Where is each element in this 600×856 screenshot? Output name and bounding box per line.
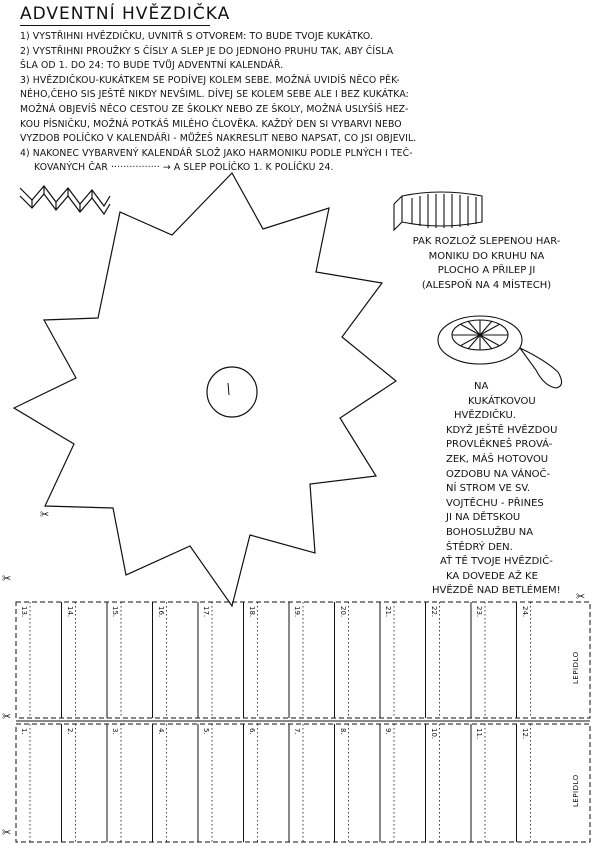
instruction-line: NÉHO,ČEHO SIS JEŠTĚ NIKDY NEVŠIML. DÍVEJ SE KOLEM SEBE ALE I BEZ KUKÁTKA: (20, 89, 409, 101)
day-number: 24. (520, 606, 529, 618)
day-number: 19. (293, 606, 301, 618)
scissors-icon: ✂ (2, 826, 12, 839)
day-number: 20. (338, 606, 347, 618)
day-number: 5. (202, 728, 210, 735)
day-number: 3. (111, 728, 119, 735)
side-text-line: KA DOVEDE AŽ KE (446, 570, 538, 582)
side-text-line: KDYŽ JEŠTĚ HVĚZDOU (446, 424, 558, 436)
side-text-line: HVĚZDĚ NAD BETLÉMEM! (432, 585, 561, 597)
instruction-line: 2) VYSTŘIHNI PROUŽKY S ČÍSLY A SLEP JE DO JEDNOHO PRUHU TAK, ABY ČÍSLA (20, 45, 394, 57)
folded-harmonica-sketch (394, 192, 482, 230)
side-text-line: PLOCHO A PŘILEP JI (437, 265, 536, 276)
side-text-line: MONIKU DO KRUHU NA (428, 250, 545, 262)
day-number: 23. (475, 606, 483, 618)
side-instructions-glue (384, 235, 589, 293)
instruction-line: 3) HVĚZDIČKOU-KUKÁTKEM SE PODÍVEJ KOLEM SEBE. MOŽNÁ UVIDÍŠ NĚCO PĚK- (20, 74, 400, 86)
side-text-line: ZEK, MÁŠ HOTOVOU (446, 453, 549, 465)
day-number: 18. (247, 606, 256, 618)
side-text-line: KUKÁTKOVOU (468, 395, 536, 407)
side-text-line: NA (474, 381, 489, 392)
scissors-icon: ✂ (576, 590, 586, 603)
side-text-line: ŠTĚDRÝ DEN. (446, 541, 513, 553)
accordion-zigzag-sketch (20, 186, 110, 214)
day-number: 16. (156, 606, 165, 618)
side-text-line: BOHOSLUŽBU NA (446, 526, 534, 538)
side-text-line: PAK ROZLOŽ SLEPENOU HAR- (412, 236, 561, 247)
rosette-sketch (438, 316, 562, 388)
side-text-line: VOJTĚCHU - PŘINES (446, 497, 544, 509)
day-number: 13. (20, 606, 28, 618)
side-text-line: (ALESPOŇ NA 4 MÍSTECH) (421, 279, 552, 291)
instruction-line: ŠLA OD 1. DO 24: TO BUDE TVŮJ ADVENTNÍ KALENDÁŘ. (20, 60, 284, 72)
side-text-line: NÍ STROM VE SV. (446, 483, 531, 495)
instruction-line: 1) VYSTŘIHNI HVĚZDIČKU, UVNITŘ S OTVOREM: TO BUDE TVOJE KUKÁTKO. (20, 31, 373, 42)
day-number: 8. (338, 728, 347, 735)
day-number: 21. (384, 606, 392, 618)
day-number: 10. (429, 728, 438, 740)
scissors-icon: ✂ (2, 572, 12, 585)
peephole-circle (207, 367, 257, 417)
instruction-line: 4) NAKONEC VYBARVENÝ KALENDÁŘ SLOŽ JAKO HARMONIKU PODLE PLNÝCH I TEČ- (20, 147, 413, 159)
side-text-line: HVĚZDIČKU. (454, 410, 516, 422)
day-number: 4. (156, 728, 165, 735)
instruction-line: MOŽNÁ OBJEVÍŠ NĚCO CESTOU ZE ŠKOLKY NEBO ZE ŠKOLY, MOŽNÁ USLYŠÍŠ HEZ- (20, 103, 409, 115)
day-number: 2. (65, 728, 74, 735)
side-text-line: JI NA DĚTSKOU (446, 512, 521, 524)
day-number: 15. (111, 606, 119, 618)
side-text-line: OZDOBU NA VÁNOČ- (446, 468, 551, 480)
star-cutout (14, 173, 396, 606)
glue-label: LEPIDLO (572, 651, 580, 684)
side-text-line: PROVLÉKNEŠ PROVÁ- (446, 439, 553, 451)
day-number: 6. (247, 728, 256, 735)
side-text-line: AŤ TĚ TVOJE HVĚZDIČ- (440, 556, 553, 568)
peephole-cut-mark (228, 383, 229, 395)
day-number: 9. (384, 728, 392, 735)
instruction-line: VYZDOB POLÍČKO V KALENDÁŘI - MŮŽEŠ NAKRESLIT NEBO NAPSAT, CO JSI OBJEVIL. (20, 133, 417, 145)
day-number: 12. (520, 728, 529, 740)
page-title: ADVENTNÍ HVĚZDIČKA (20, 4, 231, 24)
day-number: 14. (65, 606, 74, 618)
day-number: 11. (475, 728, 483, 740)
day-number: 1. (20, 728, 28, 735)
scissors-icon: ✂ (40, 508, 50, 521)
instruction-line: KOVANÝCH ČAR ················ → A SLEP POLÍČKO 1. K POLÍČKU 24. (34, 162, 334, 174)
glue-label: LEPIDLO (572, 774, 580, 807)
scissors-icon: ✂ (2, 710, 12, 723)
day-number: 17. (202, 606, 210, 618)
instruction-line: KOU PÍSNIČKU, MOŽNÁ POTKÁŠ MILÉHO ČLOVĚKA. KAŽDÝ DEN SI VYBARVI NEBO (20, 118, 402, 130)
side-instructions-ornament (432, 380, 591, 599)
day-number: 7. (293, 728, 301, 735)
day-number: 22. (429, 606, 438, 618)
